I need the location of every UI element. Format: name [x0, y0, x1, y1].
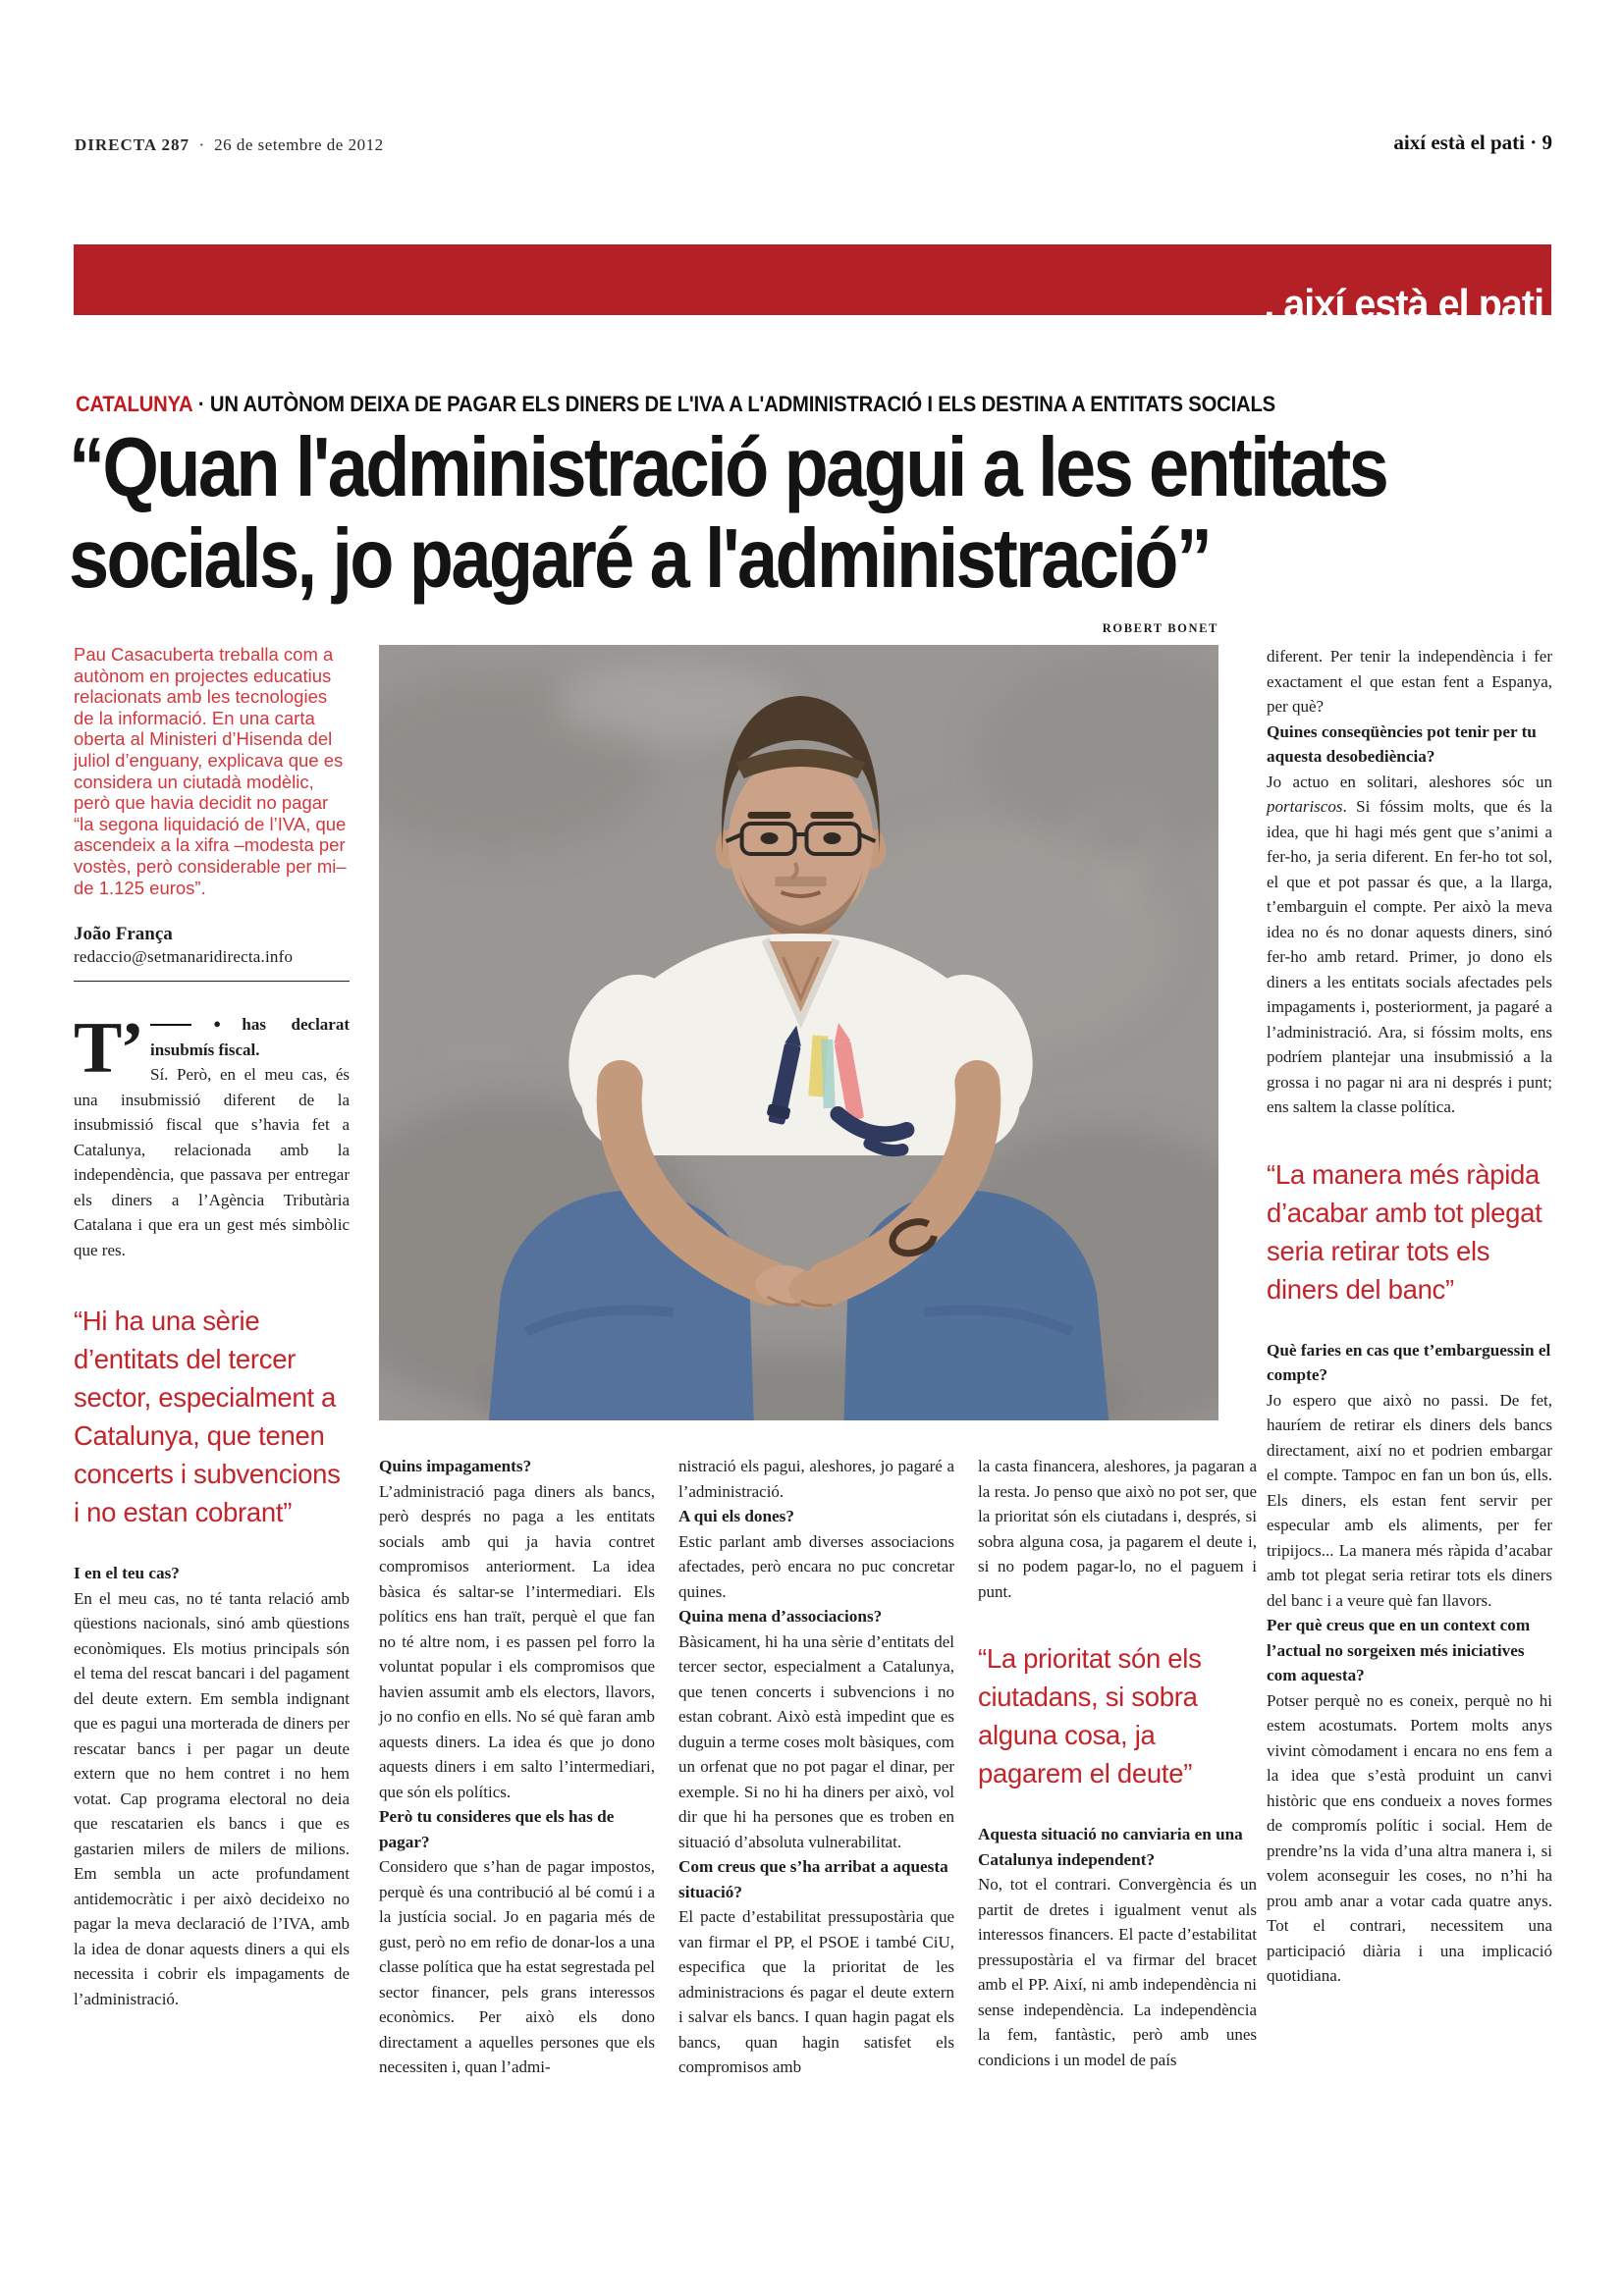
question: Quina mena d’associacions? — [678, 1607, 883, 1626]
answer — [1267, 770, 1552, 1120]
question: has declarat insubmís fiscal. — [150, 1015, 350, 1059]
question: Com creus que s’ha arribat a aquesta situació? — [678, 1857, 948, 1901]
question: A qui els dones? — [678, 1507, 794, 1525]
answer: No, tot el contrari. Convergència és un partit de dretes i igualment venut als interessos financers. El pacte d’estabilitat pressupostària el va firmar del bracet amb el PP. Així, ni amb independència ni sense independència. La independència la fem, fantàstic, però amb unes condicions i un model de país — [978, 1875, 1257, 2069]
pull-quote-2: “La prioritat són els ciutadans, si sobra alguna cosa, ja pagarem el deute” — [978, 1643, 1202, 1789]
question: I en el teu cas? — [74, 1564, 180, 1583]
answer: L’administració paga diners als bancs, però després no paga a les entitats socials amb qui ja havia contret compromisos anteriorment. La idea bàsica és saltar-se l’intermediari. Els polítics ens han traït, perquè el que fan no té altre nom, i es passen pel forro la voluntat popular i els compromisos que havien assumit amb els electors, llavors, jo no confio en ells. No sé què faran amb aquests diners. La idea és que jo dono aquests diners i em salto l’intermediari, que són els polítics. — [379, 1481, 655, 1801]
column-5 — [1267, 644, 1552, 1989]
kicker-text: UN AUTÒNOM DEIXA DE PAGAR ELS DINERS DE L'IVA A L'ADMINISTRACIÓ I ELS DESTINA A ENTITATS SOCIALS — [209, 392, 1276, 416]
answer-continuation: diferent. Per tenir la independència i fer exactament el que estan fent a Espanya, per què? — [1267, 647, 1552, 716]
issue-date: 26 de setembre de 2012 — [214, 135, 384, 154]
answer: Bàsicament, hi ha una sèrie d’entitats del tercer sector, especialment a Catalunya, que tenen concerts i subvencions i no estan cobrant. Això està impedint que es duguin a terme coses molt bàsiques, com un orfenat que no pot pagar el dinar, per exemple. Si no hi ha diners per això, vol dir que hi ha persones que es troben en situació d’absoluta vulnerabilitat. — [678, 1631, 954, 1851]
masthead-separator: · — [193, 135, 210, 154]
question: Quines conseqüències pot tenir per tu aquesta desobediència? — [1267, 721, 1537, 766]
opening-paragraph — [74, 1008, 350, 1262]
headline-line-1: “Quan l'administració pagui a les entitats — [69, 421, 1387, 514]
interview-photo — [379, 645, 1218, 1420]
kicker — [76, 392, 1409, 417]
question: Quins impagaments? — [379, 1457, 532, 1475]
issue-number: DIRECTA 287 — [75, 135, 189, 154]
column-1 — [74, 644, 350, 2011]
answer: Considero que s’han de pagar impostos, perquè és una contribució al bé comú i a la justícia social. Jo en pagaria més de gust, però no em refio de donar-los a una classe política que ha estat segrestada pel sector financer, pels grans interessos econòmics. Per això els dono directament a aquelles persones que els necessiten i, quan l’admi- — [379, 1857, 655, 2076]
question: Què faries en cas que t’embarguessin el compte? — [1267, 1340, 1551, 1384]
answer: Potser perquè no es coneix, perquè no hi estem acostumats. Portem molts anys vivint còmodament i encara no ens fem a la idea que s’està produint un canvi històric que ens condueix a noves formes de compromís polític i social. Hem de prendre’ns la vida d’una altra manera i, si volem aconseguir les coses, no n’hi ha prou amb anar a votar cada quatre anys. Tot el contrari, necessitem una participació diària i una implicació quotidiana. — [1267, 1690, 1552, 1985]
question-rule — [150, 1024, 191, 1026]
lede: Pau Casacuberta treballa com a autònom en projectes educatius relacionats amb les tecnologies de la informació. En una carta oberta al Ministeri d’Hisenda del juliol d’enguany, explicava que es considera un ciutadà modèlic, però que havia decidit no pagar “la segona liquidació de l’IVA, que ascendeix a la xifra –modesta per vostès, però considerable per mi– de 1.125 euros”. — [74, 644, 347, 898]
question-bullet: ● — [192, 1016, 243, 1032]
answer: En el meu cas, no té tanta relació amb qüestions nacionals, sinó amb qüestions econòmiques. Els motius principals són el tema del rescat bancari i del pagament del deute extern. Em sembla indignant que es pagui una morterada de diners per rescatar bancs i per pagar un deute extern que no hem contret i no hem votat. Cap programa electoral no deia que rescatarien els bancs i que es gastarien milers de milers de milions. Em sembla un acte profundament antidemocràtic i per això decideixo no pagar la meva declaració de l’IVA, amb la idea de donar aquests diners a qui els necessita i cobrir els impagaments de l’administració. — [74, 1588, 350, 2008]
question: Aquesta situació no canviaria en una Catalunya independent? — [978, 1825, 1243, 1869]
question: Per què creus que en un context com l’actual no sorgeixen més iniciatives com aquesta? — [1267, 1616, 1531, 1684]
column-3 — [678, 1454, 954, 2080]
pull-quote-1: “Hi ha una sèrie d’entitats del tercer sector, especialment a Catalunya, que tenen concerts i subvencions i no estan cobrant” — [74, 1306, 341, 1528]
byline-author: João França — [74, 924, 173, 945]
answer: Estic parlant amb diverses associacions afectades, però encara no puc concretar quines. — [678, 1531, 954, 1601]
answer-italic-term: portariscos — [1267, 797, 1343, 816]
section-banner-label: , així està el pati — [1264, 281, 1543, 327]
byline — [74, 924, 350, 982]
answer-text: Jo actuo en solitari, aleshores sóc un — [1267, 772, 1552, 791]
photo-credit: ROBERT BONET — [1102, 621, 1218, 635]
section-banner — [74, 244, 1551, 327]
kicker-territory: CATALUNYA — [76, 392, 193, 416]
headline — [69, 422, 1584, 605]
byline-email: redaccio@setmanaridirecta.info — [74, 947, 294, 967]
headline-line-2: socials, jo pagaré a l'administració” — [69, 512, 1211, 606]
answer: El pacte d’estabilitat pressupostària que van firmar el PP, el PSOE i també CiU, especifica que la prioritat de les administracions és pagar el deute extern i salvar els bancs. I quan hagin pagat els bancs, quan hagin satisfet els compromisos amb — [678, 1907, 954, 2076]
section-page-number: així està el pati · 9 — [1393, 131, 1552, 154]
answer-continuation: la casta financera, aleshores, ja pagaran a la resta. Jo penso que això no pot ser, que la prioritat són els ciutadans i, després, si sobra alguna cosa, ja pagarem el deute i, si no podem pagar-lo, no el paguem i punt. — [978, 1457, 1257, 1601]
photo-illustration — [379, 645, 1218, 1420]
column-4 — [978, 1454, 1257, 2072]
question: Però tu consideres que els has de pagar? — [379, 1807, 615, 1851]
answer-continuation: nistració els pagui, aleshores, jo pagaré a l’administració. — [678, 1457, 954, 1501]
column-2 — [379, 1454, 655, 2080]
answer-text: . Si fóssim molts, que és la idea, que hi hagi més gent que s’animi a fer-ho, ja seria diferent. En fer-ho tot sol, el que et pot passar és que, a la llarga, t’embarguin el compte. Per això la meva idea no és no donar aquests diners, sinó fer-ho amb retard. Primer, jo dono els diners a les entitats socials afectades pels impagaments i, posteriorment, ja pagaré a l’administració. Ara, si fóssim molts, ens podríem plantejar una insubmissió a la grossa i no pagar ni ara ni després i punt; ens saltem la classe política. — [1267, 797, 1552, 1116]
answer: Sí. Però, en el meu cas, és una insubmissió diferent de la insubmissió fiscal que s’havia fet a Catalunya, relacionada amb la independència, que passava per entregar els diners a l’Agència Tributària Catalana i que era un gest més simbòlic que res. — [74, 1065, 350, 1259]
masthead-issue-date — [75, 135, 384, 155]
answer: Jo espero que això no passi. De fet, hauríem de retirar els diners dels bancs directament, així no et podrien embargar el compte. Tampoc en fan un bon ús, ells. Els diners, els estan fent servir per especular amb els aliments, per fer tripijocs... La manera més ràpida d’acabar amb tot plegat seria retirar tots els diners del banc i a veure què fan llavors. — [1267, 1390, 1552, 1610]
drop-cap: T’ — [74, 1008, 142, 1090]
pull-quote-3: “La manera més ràpida d’acabar amb tot plegat seria retirar tots els diners del banc” — [1267, 1158, 1542, 1305]
kicker-separator: · — [197, 392, 205, 416]
